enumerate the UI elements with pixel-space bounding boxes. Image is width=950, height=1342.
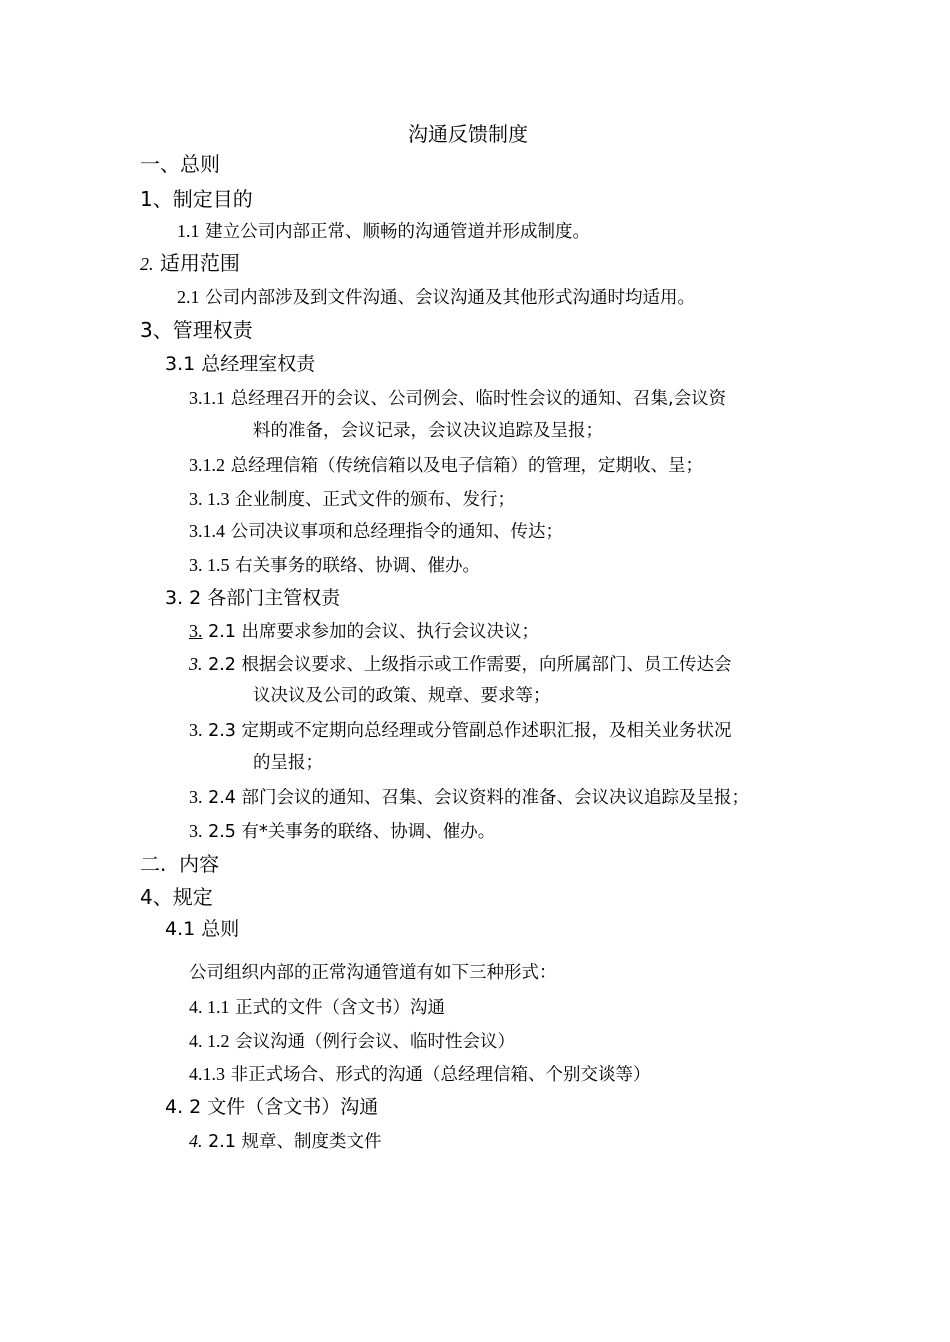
clause-text: 3. 1.5 右关事务的联络、协调、催办。 bbox=[189, 555, 481, 576]
clause-text: 3. 2.2 根据会议要求、上级指示或工作需要，向所属部门、员工传达会 bbox=[189, 654, 732, 675]
clause-text-continued: 的呈报； bbox=[253, 753, 323, 773]
clause-text: 3. 2.5 有*关事务的联络、协调、催办。 bbox=[189, 821, 496, 842]
subsection-heading: 1、制定目的 bbox=[140, 187, 253, 211]
clause-text: 2.1 公司内部涉及到文件沟通、会议沟通及其他形式沟通时均适用。 bbox=[177, 287, 696, 308]
clause-text: 3. 1.3 企业制度、正式文件的颁布、发行； bbox=[189, 489, 516, 510]
clause-text: 4. 2.1 规章、制度类文件 bbox=[189, 1131, 382, 1152]
clause-text: 4. 1.2 会议沟通（例行会议、临时性会议） bbox=[189, 1031, 516, 1052]
section-heading: 二. 内容 bbox=[140, 852, 220, 876]
clause-heading: 4.1 总则 bbox=[165, 918, 240, 940]
clause-text: 3.1.4 公司决议事项和总经理指令的通知、传达； bbox=[189, 521, 564, 542]
clause-text: 1.1 建立公司内部正常、顺畅的沟通管道并形成制度。 bbox=[177, 221, 591, 242]
clause-heading: 3. 2 各部门主管权责 bbox=[165, 587, 341, 609]
clause-text: 3. 2.1 出席要求参加的会议、执行会议决议； bbox=[189, 621, 539, 642]
paragraph-text: 公司组织内部的正常沟通管道有如下三种形式： bbox=[189, 963, 557, 983]
subsection-heading: 2. 适用范围 bbox=[140, 251, 240, 275]
clause-text-continued: 议决议及公司的政策、规章、要求等； bbox=[253, 686, 551, 706]
subsection-heading: 3、管理权责 bbox=[140, 318, 253, 342]
document-title: 沟通反馈制度 bbox=[408, 122, 528, 146]
clause-text: 4. 1.1 正式的文件（含文书）沟通 bbox=[189, 997, 446, 1018]
subsection-heading: 4、规定 bbox=[140, 885, 213, 909]
clause-text: 3.1.1 总经理召开的会议、公司例会、临时性会议的通知、召集,会议资 bbox=[189, 388, 727, 409]
section-heading: 一、总则 bbox=[140, 152, 220, 176]
clause-text: 4.1.3 非正式场合、形式的沟通（总经理信箱、个别交谈等） bbox=[189, 1064, 651, 1085]
clause-text-continued: 料的准备，会议记录，会议决议追踪及呈报； bbox=[253, 421, 603, 441]
clause-text: 3. 2.3 定期或不定期向总经理或分管副总作述职汇报，及相关业务状况 bbox=[189, 720, 732, 741]
clause-heading: 3.1 总经理室权责 bbox=[165, 353, 316, 375]
clause-text: 3.1.2 总经理信箱（传统信箱以及电子信箱）的管理，定期收、呈； bbox=[189, 455, 704, 476]
clause-text: 3. 2.4 部门会议的通知、召集、会议资料的准备、会议决议追踪及呈报； bbox=[189, 787, 749, 808]
clause-heading: 4. 2 文件（含文书）沟通 bbox=[165, 1096, 379, 1118]
